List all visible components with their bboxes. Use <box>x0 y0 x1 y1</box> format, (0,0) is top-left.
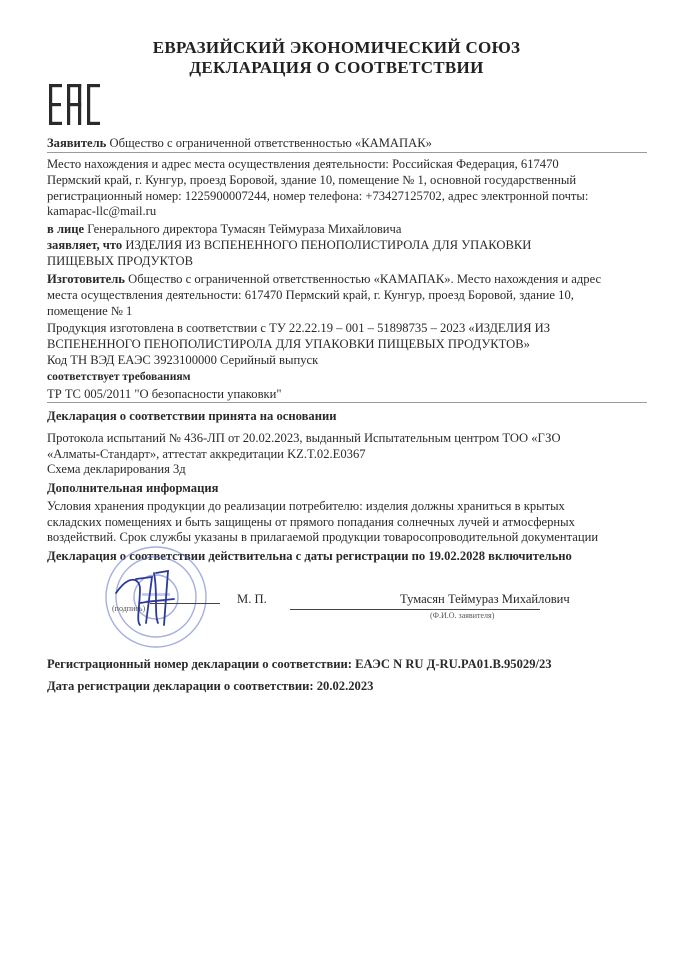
applicant-label: Заявитель <box>47 136 107 150</box>
complies-label: соответствует требованиям <box>47 370 191 383</box>
seal-stamp <box>96 543 216 651</box>
divider <box>47 152 647 153</box>
manufacturer-line: помещение № 1 <box>47 303 133 318</box>
manufacturer-block <box>47 272 637 319</box>
representative-value: Генерального директора Тумасян Теймураза Михайловича <box>87 222 402 236</box>
declares-block <box>47 238 637 270</box>
name-caption: (Ф.И.О. заявителя) <box>430 611 495 620</box>
union-title: ЕВРАЗИЙСКИЙ ЭКОНОМИЧЕСКИЙ СОЮЗ <box>152 38 521 57</box>
address-email: kamapac-llc@mail.ru <box>47 204 157 219</box>
eac-logo <box>47 81 103 127</box>
scheme-line: Схема декларирования 3д <box>47 462 186 477</box>
additional-line: Условия хранения продукции до реализации потребителю: изделия должны храниться в крытых <box>47 498 565 513</box>
manufacturer-label: Изготовитель <box>47 272 125 286</box>
name-line <box>290 609 540 610</box>
address-block <box>47 157 637 220</box>
basis-line: «Алматы-Стандарт», аттестат аккредитации KZ.T.02.E0367 <box>47 446 366 461</box>
product-name: ИЗДЕЛИЯ ИЗ ВСПЕНЕННОГО ПЕНОПОЛИСТИРОЛА ДЛЯ УПАКОВКИ <box>125 238 532 252</box>
signature-caption: (подпись) <box>112 604 146 613</box>
representative-line <box>47 222 637 238</box>
additional-line: складских помещениях и быть защищены от прямого попадания солнечных лучей и атмосферных <box>47 514 575 529</box>
declares-label: заявляет, что <box>47 238 123 252</box>
applicant-value: Общество с ограниченной ответственностью «КАМАПАК» <box>109 136 432 150</box>
signer-name: Тумасян Теймураз Михайлович <box>400 592 570 606</box>
additional-block <box>47 481 637 546</box>
address-line: регистрационный номер: 1225900007244, номер телефона: +73427125702, адрес электронной почты: <box>47 188 589 203</box>
basis-label: Декларация о соответствии принята на основании <box>47 409 337 423</box>
representative-label: в лице <box>47 222 85 236</box>
applicant-line <box>47 136 637 152</box>
registration-number: Регистрационный номер декларации о соответствии: ЕАЭС N RU Д-RU.PA01.B.95029/23 <box>47 657 552 671</box>
basis-block <box>47 409 637 478</box>
product-name-cont: ПИЩЕВЫХ ПРОДУКТОВ <box>47 253 194 268</box>
produced-block <box>47 321 637 368</box>
additional-line: воздействий. Срок службы указаны в прилагаемой продукции товаросопроводительной документации <box>47 530 599 545</box>
produced-line: Продукция изготовлена в соответствии с ТУ 22.22.19 – 001 – 51898735 – 2023 «ИЗДЕЛИЯ ИЗ <box>47 321 551 335</box>
registration-date: Дата регистрации декларации о соответствии: 20.02.2023 <box>47 679 374 693</box>
signature-line <box>150 603 220 604</box>
mp-label: М. П. <box>237 592 267 606</box>
produced-line: ВСПЕНЕННОГО ПЕНОПОЛИСТИРОЛА ДЛЯ УПАКОВКИ ПИЩЕВЫХ ПРОДУКТОВ» <box>47 336 530 351</box>
manufacturer-line: места осуществления деятельности: 617470 Пермский край, г. Кунгур, проезд Боровой, здание 10, <box>47 287 574 302</box>
divider <box>47 402 647 403</box>
basis-line: Протокола испытаний № 436-ЛП от 20.02.2023, выданный Испытательным центром ТОО «ГЗО <box>47 430 561 445</box>
declaration-title: ДЕКЛАРАЦИЯ О СООТВЕТСТВИИ <box>189 58 484 77</box>
hs-code-line: Код ТН ВЭД ЕАЭС 3923100000 Серийный выпуск <box>47 352 319 367</box>
address-line: Пермский край, г. Кунгур, проезд Боровой, здание 10, помещение № 1, основной государственный <box>47 172 577 187</box>
complies-block <box>47 369 637 403</box>
manufacturer-value: Общество с ограниченной ответственностью «КАМАПАК». Место нахождения и адрес <box>128 272 602 286</box>
validity-line: Декларация о соответствии действительна с даты регистрации по 19.02.2028 включительно <box>47 549 572 563</box>
address-line: Место нахождения и адрес места осуществления деятельности: Российская Федерация, 617470 <box>47 157 559 171</box>
complies-value: ТР ТС 005/2011 "О безопасности упаковки" <box>47 386 282 401</box>
additional-label: Дополнительная информация <box>47 481 219 495</box>
